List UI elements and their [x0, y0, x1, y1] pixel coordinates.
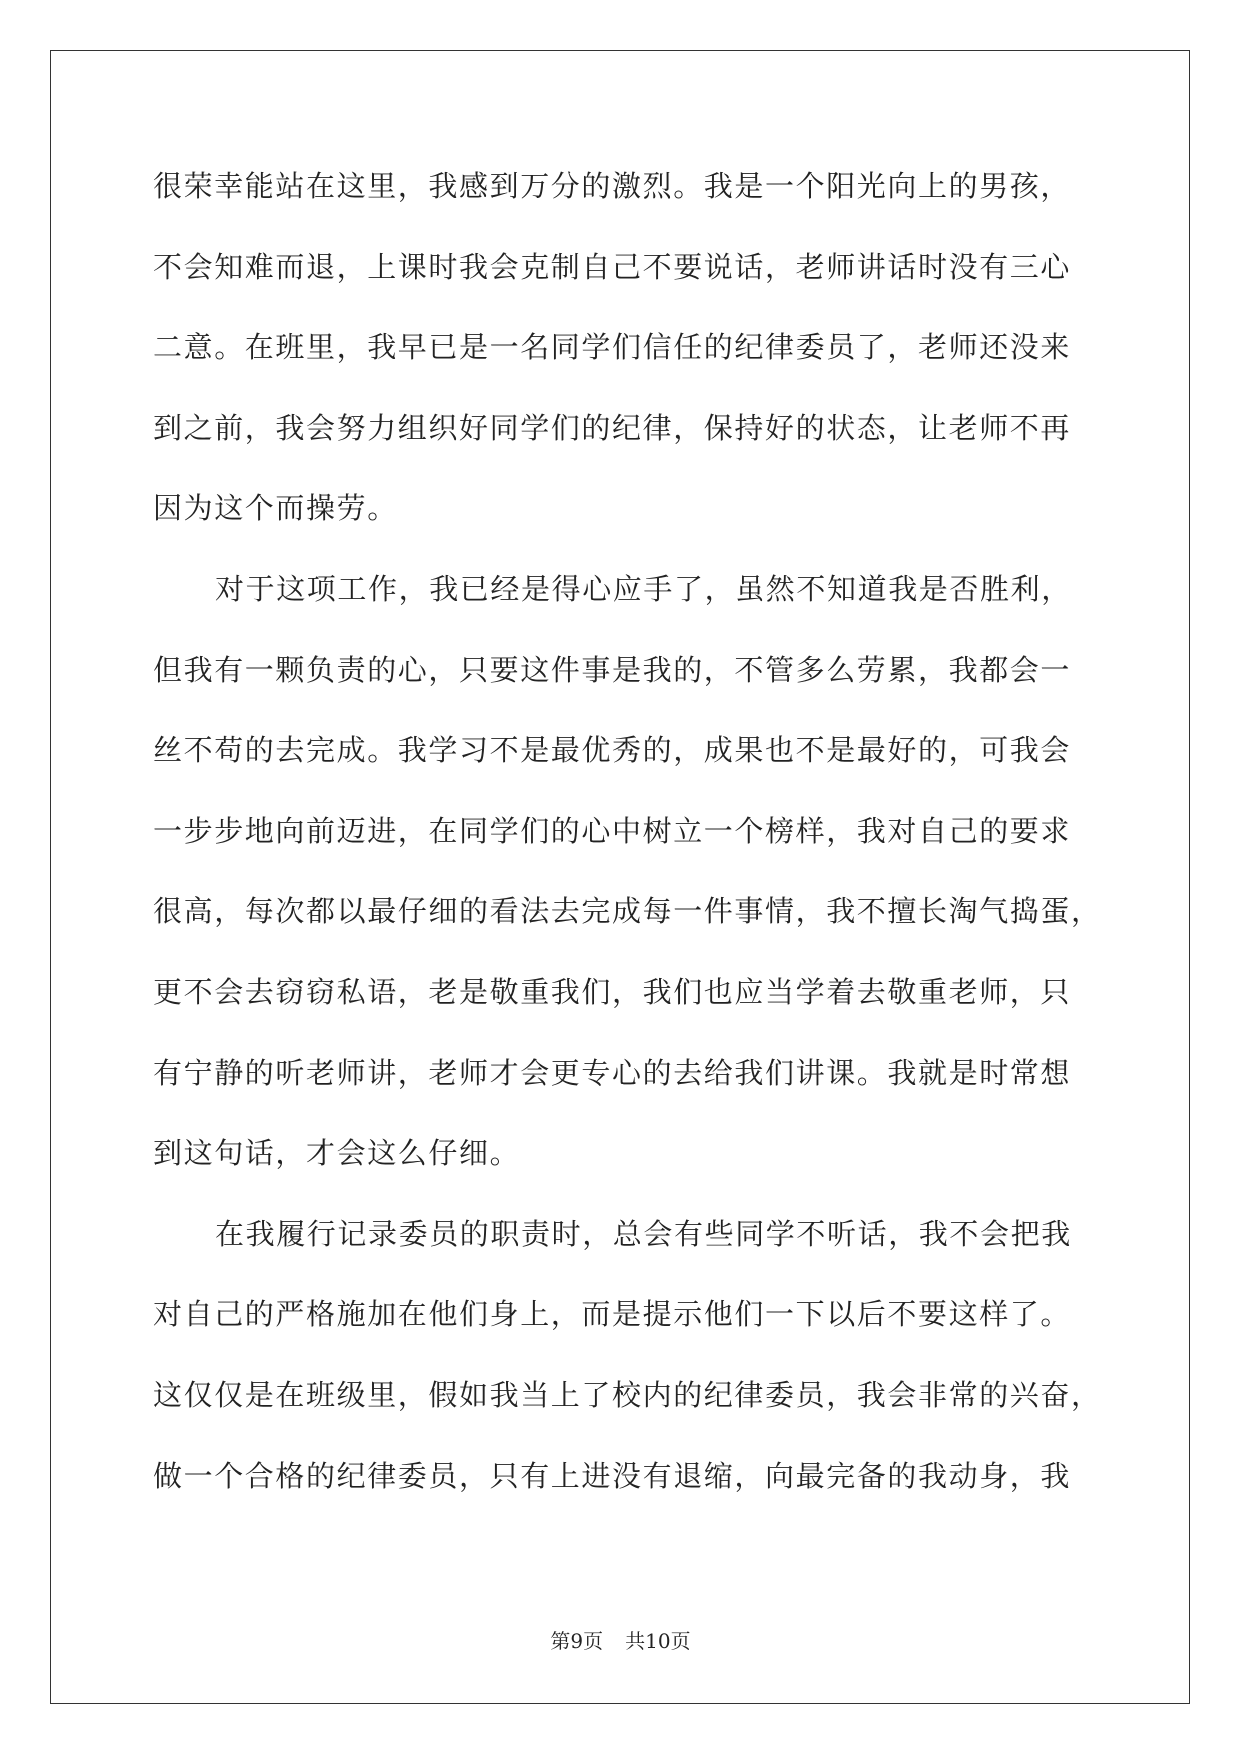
text-line: 到这句话，才会这么仔细。: [153, 1136, 521, 1171]
text-line-paragraph-start: 在我履行记录委员的职责时，总会有些同学不听话，我不会把我: [215, 1216, 1072, 1251]
text-line: 有宁静的听老师讲，老师才会更专心的去给我们讲课。我就是时常想: [153, 1055, 1072, 1090]
text-line: 对自己的严格施加在他们身上，而是提示他们一下以后不要这样了。: [153, 1297, 1072, 1332]
page-total: 共10页: [625, 1629, 691, 1653]
text-line: 丝不苟的去完成。我学习不是最优秀的，成果也不是最好的，可我会: [153, 733, 1072, 768]
text-line-paragraph-start: 对于这项工作，我已经是得心应手了，虽然不知道我是否胜利，: [215, 571, 1072, 606]
text-line: 做一个合格的纪律委员，只有上进没有退缩，向最完备的我动身，我: [153, 1458, 1072, 1493]
text-line: 但我有一颗负责的心，只要这件事是我的，不管多么劳累，我都会一: [153, 652, 1072, 687]
page-number: 第9页: [550, 1629, 604, 1653]
text-line: 很高，每次都以最仔细的看法去完成每一件事情，我不擅长淘气捣蛋，: [153, 894, 1102, 929]
document-body: [153, 146, 1102, 1516]
page-footer: [0, 1625, 1241, 1654]
text-line: 这仅仅是在班级里，假如我当上了校内的纪律委员，我会非常的兴奋，: [153, 1377, 1102, 1412]
text-line: 二意。在班里，我早已是一名同学们信任的纪律委员了，老师还没来: [153, 330, 1072, 365]
text-line: 到之前，我会努力组织好同学们的纪律，保持好的状态，让老师不再: [153, 410, 1072, 445]
text-line: 一步步地向前迈进，在同学们的心中树立一个榜样，我对自己的要求: [153, 813, 1072, 848]
text-line: 因为这个而操劳。: [153, 491, 398, 526]
text-line: 更不会去窃窃私语，老是敬重我们，我们也应当学着去敬重老师，只: [153, 974, 1072, 1009]
text-line: 很荣幸能站在这里，我感到万分的激烈。我是一个阳光向上的男孩，: [153, 169, 1072, 203]
text-line: 不会知难而退，上课时我会克制自己不要说话，老师讲话时没有三心: [153, 249, 1072, 284]
